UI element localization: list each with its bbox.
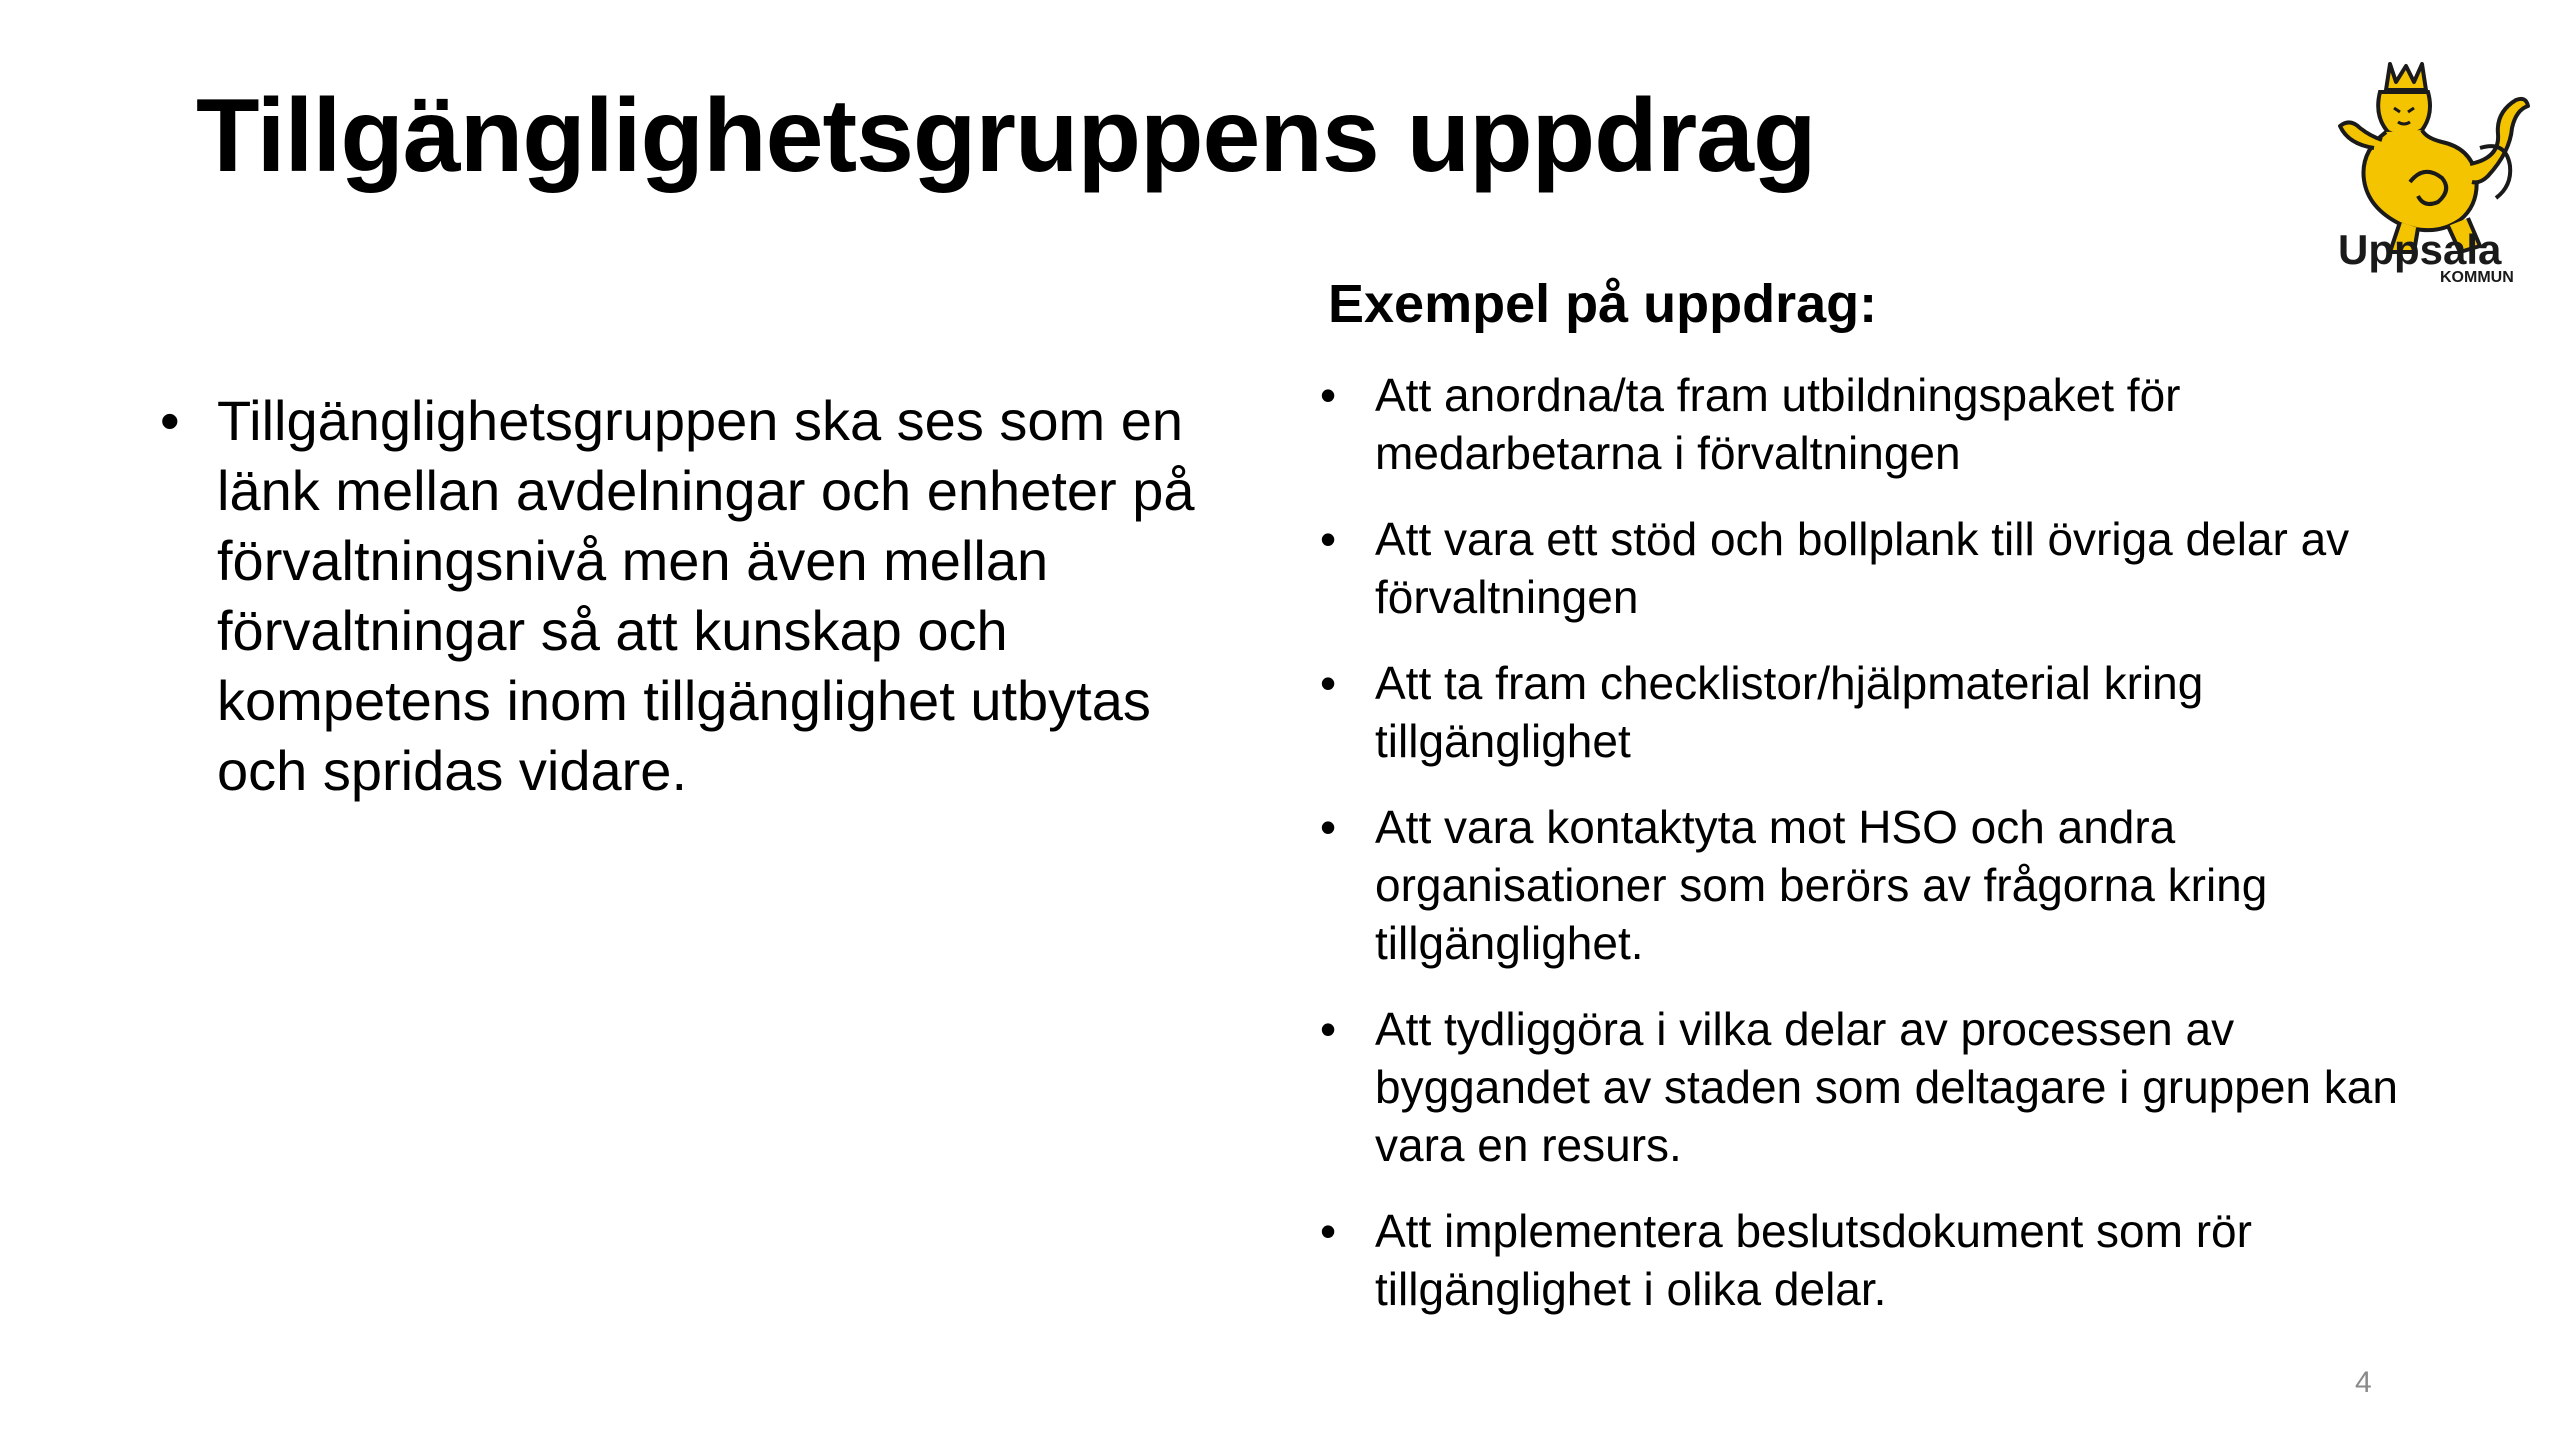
bullet-icon: • <box>1320 657 1337 709</box>
bullet-icon: • <box>1320 513 1337 565</box>
slide-title: Tillgänglighetsgruppens uppdrag <box>196 78 1816 194</box>
right-bullet-item <box>1320 1000 2450 1174</box>
bullet-icon: • <box>1320 801 1337 853</box>
right-column <box>1320 366 2450 1346</box>
bullet-icon: • <box>1320 1205 1337 1257</box>
left-bullet-text: Tillgänglighetsgruppen ska ses som en länk mellan avdelningar och enheter på förvaltningsnivå men även mellan förvaltningar så att kunskap och kompetens inom tillgänglighet utbytas och spridas vidare. <box>217 389 1195 802</box>
right-bullet-text: Att ta fram checklistor/hjälpmaterial kring tillgänglighet <box>1375 657 2204 767</box>
lion-crest-icon <box>2330 56 2530 286</box>
left-bullet-item <box>160 386 1220 806</box>
right-bullet-text: Att anordna/ta fram utbildningspaket för medarbetarna i förvaltningen <box>1375 369 2181 479</box>
right-bullet-item <box>1320 654 2450 770</box>
right-bullet-item <box>1320 366 2450 482</box>
left-column <box>160 386 1220 806</box>
bullet-icon: • <box>1320 1003 1337 1055</box>
left-bullet-list <box>160 386 1220 806</box>
logo-text-main: Uppsala <box>2338 226 2502 273</box>
right-heading: Exempel på uppdrag: <box>1328 274 1878 334</box>
logo-text-sub: KOMMUN <box>2440 269 2514 286</box>
right-bullet-text: Att tydliggöra i vilka delar av processen av byggandet av staden som deltagare i gruppen kan vara en resurs. <box>1375 1003 2398 1171</box>
right-bullet-text: Att vara ett stöd och bollplank till övriga delar av förvaltningen <box>1375 513 2350 623</box>
page-number: 4 <box>2355 1366 2372 1399</box>
right-bullet-item <box>1320 510 2450 626</box>
bullet-icon: • <box>160 389 180 452</box>
right-bullet-text: Att implementera beslutsdokument som rör tillgänglighet i olika delar. <box>1375 1205 2252 1315</box>
uppsala-kommun-logo <box>2330 56 2530 286</box>
right-bullet-item <box>1320 1202 2450 1318</box>
right-bullet-list <box>1320 366 2450 1318</box>
right-bullet-text: Att vara kontaktyta mot HSO och andra organisationer som berörs av frågorna kring tillgänglighet. <box>1375 801 2268 969</box>
right-bullet-item <box>1320 798 2450 972</box>
bullet-icon: • <box>1320 369 1337 421</box>
